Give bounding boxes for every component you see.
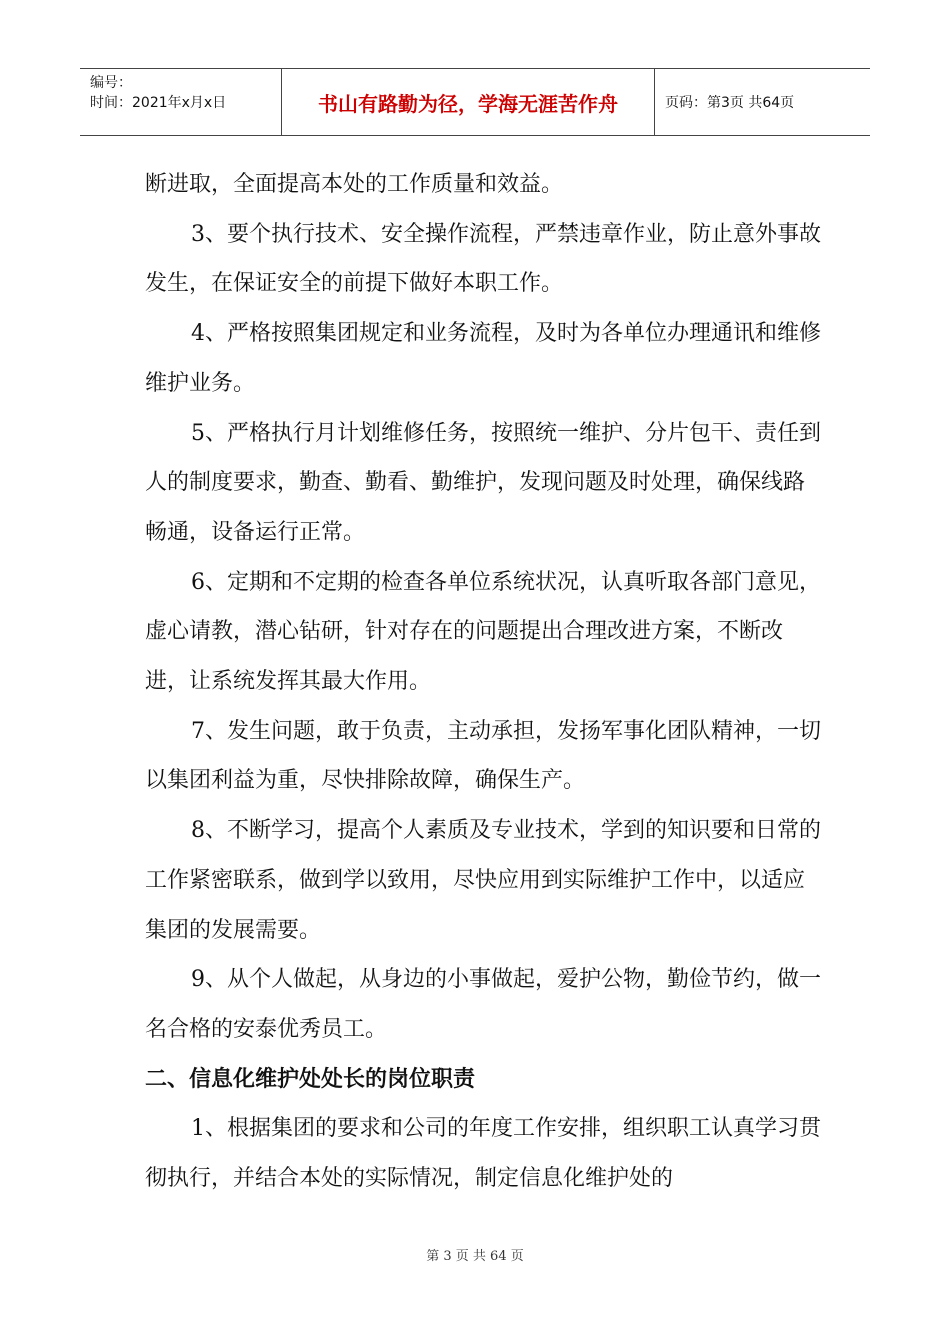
paragraph: 断进取，全面提高本处的工作质量和效益。 [145,172,564,197]
paragraph: 3、要个执行技术、安全操作流程，严禁违章作业，防止意外事故发生，在保证安全的前提下做好本职工作。 [145,221,821,297]
document-number-label: 编号： [90,75,132,91]
document-date: 时间：2021年x月x日 [90,95,227,111]
page-footer: 第 3 页 共 64 页 [426,1249,524,1264]
paragraph: 8、不断学习，提高个人素质及专业技术，学到的知识要和日常的工作紧密联系，做到学以致用，尽快应用到实际维护工作中，以适应集团的发展需要。 [145,818,821,943]
header-motto: 书山有路勤为径，学海无涯苦作舟 [282,69,655,135]
paragraph: 4、严格按照集团规定和业务流程，及时为各单位办理通讯和维修维护业务。 [145,321,821,396]
paragraph: 6、定期和不定期的检查各单位系统状况，认真听取各部门意见，虚心请教，潜心钻研，针对存在的问题提出合理改进方案，不断改进，让系统发挥其最大作用。 [145,569,821,695]
header-meta-cell [80,69,282,135]
paragraph: 5、严格执行月计划维修任务，按照统一维护、分片包干、责任到人的制度要求，勤查、勤看、勤维护，发现问题及时处理，确保线路畅通，设备运行正常。 [145,420,821,545]
header-page-info: 页码：第3页 共64页 [665,95,795,111]
document-body [145,160,825,1204]
paragraph: 9、从个人做起，从身边的小事做起，爱护公物，勤俭节约，做一名合格的安泰优秀员工。 [145,967,821,1042]
paragraph: 7、发生问题，敢于负责，主动承担，发扬军事化团队精神，一切以集团利益为重，尽快排除故障，确保生产。 [145,718,821,794]
section-heading: 二、信息化维护处处长的岗位职责 [145,1066,476,1092]
paragraph: 1、根据集团的要求和公司的年度工作安排，组织职工认真学习贯彻执行，并结合本处的实际情况，制定信息化维护处的 [145,1116,821,1192]
header-table [80,68,870,136]
